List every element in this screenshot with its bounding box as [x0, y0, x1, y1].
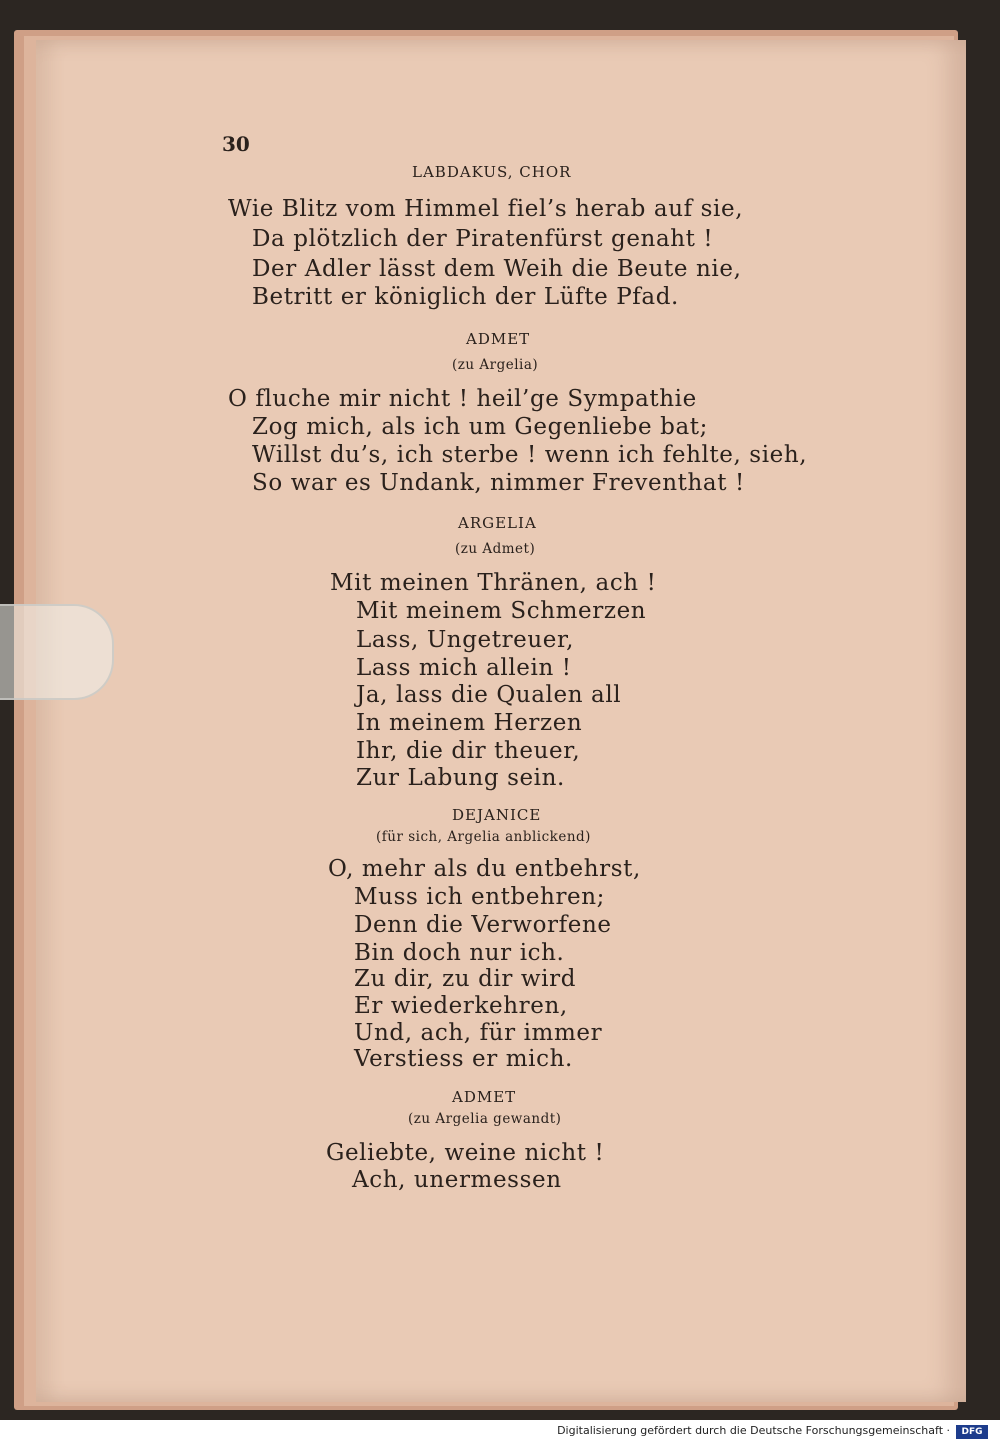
verse-line: Ach, unermessen	[352, 1167, 562, 1193]
verse-line: Verstiess er mich.	[354, 1046, 573, 1072]
speaker-name: DEJANICE	[452, 806, 542, 824]
speaker-name: ADMET	[452, 1088, 517, 1106]
plastic-clip	[0, 604, 114, 700]
verse-line: Mit meinen Thränen, ach !	[330, 570, 657, 596]
verse-line: Ja, lass die Qualen all	[356, 682, 622, 708]
verse-line: In meinem Herzen	[356, 710, 583, 736]
verse-line: Der Adler lässt dem Weih die Beute nie,	[252, 256, 742, 282]
funding-notice: Digitalisierung gefördert durch die Deutsche Forschungsgemeinschaft ·	[557, 1424, 950, 1437]
verse-line: So war es Undank, nimmer Freventhat !	[252, 470, 745, 496]
verse-line: Zur Labung sein.	[356, 765, 565, 791]
stage-direction: (zu Admet)	[455, 541, 536, 557]
page-number: 30	[222, 132, 250, 156]
stage-direction: (für sich, Argelia anblickend)	[376, 829, 591, 845]
verse-line: Lass, Ungetreuer,	[356, 627, 574, 653]
verse-line: Geliebte, weine nicht !	[326, 1140, 605, 1166]
stage-direction: (zu Argelia gewandt)	[408, 1111, 562, 1127]
verse-line: Muss ich entbehren;	[354, 884, 606, 910]
verse-line: Und, ach, für immer	[354, 1020, 603, 1046]
speaker-name: ARGELIA	[458, 514, 537, 532]
verse-line: Betritt er königlich der Lüfte Pfad.	[252, 284, 679, 310]
footer-bar	[0, 1420, 1000, 1444]
verse-line: Denn die Verworfene	[354, 912, 612, 938]
verse-line: Da plötzlich der Piratenfürst genaht !	[252, 226, 714, 252]
verse-line: Ihr, die dir theuer,	[356, 738, 581, 764]
verse-line: Er wiederkehren,	[354, 993, 568, 1019]
running-head: LABDAKUS, CHOR	[412, 163, 572, 181]
verse-line: O fluche mir nicht ! heil’ge Sympathie	[228, 386, 697, 412]
dfg-logo-icon: DFG	[956, 1425, 988, 1439]
verse-line: Zu dir, zu dir wird	[354, 966, 577, 992]
verse-line: Lass mich allein !	[356, 655, 572, 681]
speaker-name: ADMET	[466, 330, 531, 348]
verse-line: O, mehr als du entbehrst,	[328, 856, 641, 882]
verse-line: Zog mich, als ich um Gegenliebe bat;	[252, 414, 708, 440]
verse-line: Mit meinem Schmerzen	[356, 598, 647, 624]
verse-line: Bin doch nur ich.	[354, 940, 565, 966]
verse-line: Wie Blitz vom Himmel fiel’s herab auf sie,	[228, 196, 744, 222]
stage-direction: (zu Argelia)	[452, 357, 539, 373]
verse-line: Willst du’s, ich sterbe ! wenn ich fehlte, sieh,	[252, 442, 808, 468]
